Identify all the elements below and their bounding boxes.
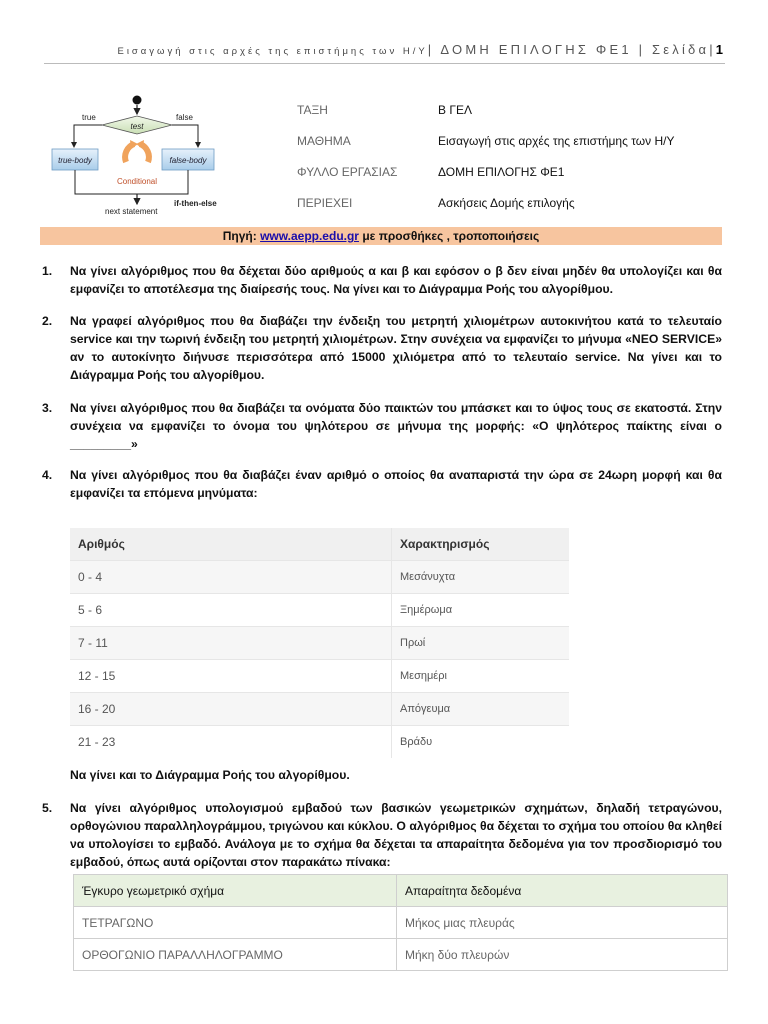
true-label: true bbox=[82, 113, 96, 122]
info-key: ΤΑΞΗ bbox=[297, 103, 328, 117]
if-then-else-flowchart bbox=[48, 92, 228, 220]
header-separator: | bbox=[709, 42, 716, 57]
question-number: 5. bbox=[42, 801, 53, 815]
shapes-table bbox=[73, 874, 728, 971]
question-2 bbox=[42, 312, 722, 384]
question-text: Να γίνει αλγόριθμος υπολογισμού εμβαδού των βασικών γεωμετρικών σχημάτων, δηλαδή τετραγώνου, ορθογώνιου παραλληλογράμμου, τριγώνου και κύκλου. Ο αλγόριθμος θα δέχεται το σχήμα του οποίου θα κληθεί να υπολογίσει το εμβαδό. Ανάλογα με το σχήμα θα δέχεται τα απαραίτητα δεδομένα για τον προσδιορισμό του εμβαδού, όπως αυτά ορίζονται στον παρακάτω πίνακα: bbox=[70, 801, 722, 869]
source-link[interactable]: www.aepp.edu.gr bbox=[260, 229, 359, 243]
table-cell: ΤΕΤΡΑΓΩΝΟ bbox=[74, 907, 397, 939]
table-cell: ΟΡΘΟΓΩΝΙΟ ΠΑΡΑΛΛΗΛΟΓΡΑΜΜΟ bbox=[74, 939, 397, 971]
false-body-label: false-body bbox=[169, 156, 207, 165]
false-label: false bbox=[176, 113, 193, 122]
table-row bbox=[74, 939, 728, 971]
question-number: 1. bbox=[42, 264, 53, 278]
page-header bbox=[0, 42, 723, 57]
conditional-icon bbox=[125, 140, 149, 162]
info-value: Εισαγωγή στις αρχές της επιστήμης των Η/Υ bbox=[438, 134, 675, 148]
table-cell: Βράδυ bbox=[392, 726, 570, 759]
table-cell: 7 - 11 bbox=[70, 627, 392, 660]
question-5 bbox=[42, 799, 722, 871]
if-then-else-label: if-then-else bbox=[174, 199, 217, 208]
next-statement-label: next statement bbox=[105, 207, 158, 216]
question-number: 3. bbox=[42, 401, 53, 415]
table-cell: 5 - 6 bbox=[70, 594, 392, 627]
info-value: ΔΟΜΗ ΕΠΙΛΟΓΗΣ ΦΕ1 bbox=[438, 165, 565, 179]
info-row-worksheet bbox=[297, 165, 737, 196]
info-key: ΠΕΡΙΕΧΕΙ bbox=[297, 196, 353, 210]
question-3 bbox=[42, 399, 722, 453]
header-divider bbox=[44, 63, 725, 64]
flowchart-note: Να γίνει και το Διάγραμμα Ροής του αλγορίθμου. bbox=[70, 768, 350, 782]
table-cell: Απόγευμα bbox=[392, 693, 570, 726]
question-text: Να γραφεί αλγόριθμος που θα διαβάζει την ένδειξη του μετρητή χιλιομέτρων αυτοκινήτου κατά το τελευταίο service και την τωρινή ένδειξη του μετρητή χιλιομέτρων. Στην συνέχεια να εμφανίζει το μήνυμα «NEO SERVICE» αν το αυτοκίνητο διήνυσε περισσότερα από 15000 χιλιόμετρα από το τελευταίο service. Να γίνει και το Διάγραμμα Ροής του αλγορίθμου. bbox=[70, 314, 722, 382]
question-4 bbox=[42, 466, 722, 502]
table-cell: Μήκη δύο πλευρών bbox=[397, 939, 728, 971]
column-header: Έγκυρο γεωμετρικό σχήμα bbox=[74, 875, 397, 907]
table-cell: Μήκος μιας πλευράς bbox=[397, 907, 728, 939]
page-number: 1 bbox=[715, 42, 723, 57]
table-row bbox=[70, 594, 569, 627]
header-separator: | bbox=[638, 42, 646, 57]
header-separator: | bbox=[427, 42, 435, 57]
hours-table bbox=[70, 528, 569, 758]
question-text: Να γίνει αλγόριθμος που θα διαβάζει έναν αριθμό ο οποίος θα αναπαριστά την ώρα σε 24ωρη μορφή και θα εμφανίζει τα επόμενα μηνύματα: bbox=[70, 468, 722, 500]
table-row bbox=[74, 907, 728, 939]
info-row-class bbox=[297, 103, 737, 134]
column-header: Απαραίτητα δεδομένα bbox=[397, 875, 728, 907]
true-body-label: true-body bbox=[58, 156, 92, 165]
conditional-label: Conditional bbox=[116, 177, 158, 186]
source-suffix: με προσθήκες , τροποποιήσεις bbox=[358, 229, 540, 243]
table-row bbox=[70, 627, 569, 660]
source-bar bbox=[40, 227, 722, 245]
info-row-contents bbox=[297, 196, 737, 227]
column-header: Αριθμός bbox=[70, 528, 392, 561]
table-cell: Μεσάνυχτα bbox=[392, 561, 570, 594]
table-cell: 12 - 15 bbox=[70, 660, 392, 693]
question-number: 4. bbox=[42, 468, 53, 482]
table-cell: Πρωί bbox=[392, 627, 570, 660]
table-row bbox=[70, 726, 569, 759]
column-header: Χαρακτηρισμός bbox=[392, 528, 570, 561]
info-row-course bbox=[297, 134, 737, 165]
table-cell: 21 - 23 bbox=[70, 726, 392, 759]
table-row bbox=[70, 660, 569, 693]
info-value: Ασκήσεις Δομής επιλογής bbox=[438, 196, 575, 210]
table-header-row bbox=[70, 528, 569, 561]
question-1 bbox=[42, 262, 722, 298]
info-key: ΜΑΘΗΜΑ bbox=[297, 134, 351, 148]
table-row bbox=[70, 561, 569, 594]
question-text: Να γίνει αλγόριθμος που θα διαβάζει τα ονόματα δύο παικτών του μπάσκετ και το ύψος τους σε εκατοστά. Στην συνέχεια να εμφανίζει το όνομα του ψηλότερου σε μήνυμα της μορφής: «Ο ψηλότερος παίκτης είναι ο _________» bbox=[70, 401, 722, 451]
worksheet-info bbox=[297, 103, 737, 227]
table-cell: Ξημέρωμα bbox=[392, 594, 570, 627]
header-course: Εισαγωγή στις αρχές της επιστήμης των Η/Υ bbox=[117, 46, 428, 57]
table-header-row bbox=[74, 875, 728, 907]
header-title: ΔΟΜΗ ΕΠΙΛΟΓΗΣ ΦΕ1 bbox=[440, 42, 632, 57]
info-value: Β ΓΕΛ bbox=[438, 103, 472, 117]
start-node bbox=[133, 96, 142, 105]
table-row bbox=[70, 693, 569, 726]
test-label: test bbox=[130, 122, 144, 131]
header-page-word: Σελίδα bbox=[652, 42, 710, 57]
question-number: 2. bbox=[42, 314, 53, 328]
info-key: ΦΥΛΛΟ ΕΡΓΑΣΙΑΣ bbox=[297, 165, 398, 179]
table-cell: 16 - 20 bbox=[70, 693, 392, 726]
table-cell: Μεσημέρι bbox=[392, 660, 570, 693]
source-prefix: Πηγή: bbox=[222, 229, 261, 243]
table-cell: 0 - 4 bbox=[70, 561, 392, 594]
question-text: Να γίνει αλγόριθμος που θα δέχεται δύο αριθμούς α και β και εφόσον ο β δεν είναι μηδέν θα υπολογίζει και θα εμφανίζει το αποτέλεσμα της διαίρεσής τους. Να γίνει και το Διάγραμμα Ροής του αλγορίθμου. bbox=[70, 264, 722, 296]
